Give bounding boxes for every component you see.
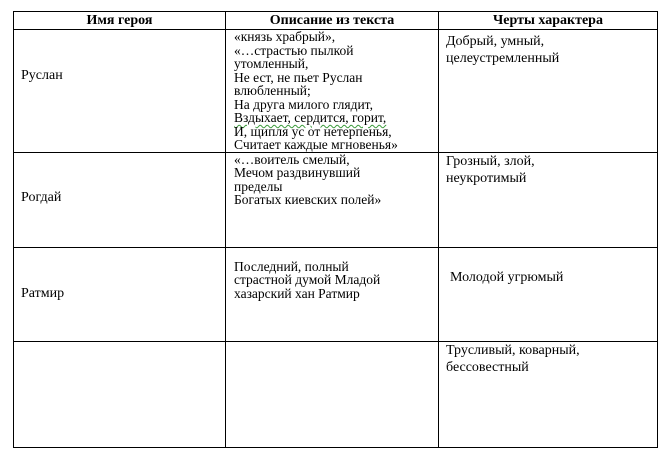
description-line: Мечом раздвинувший <box>234 165 361 180</box>
name-cell <box>14 341 226 447</box>
description-line: «князь храбрый», <box>234 29 336 44</box>
description-cell <box>226 30 439 153</box>
table-row <box>14 152 658 247</box>
description-text <box>226 30 438 152</box>
header-row <box>14 12 658 30</box>
description-line: «…страстью пылкой <box>234 42 354 58</box>
header-name: Имя героя <box>14 12 226 30</box>
description-cell <box>226 341 439 447</box>
description-line: И, щипля ус от нетерпенья, <box>234 123 392 139</box>
traits-line: Грозный, злой, <box>446 153 535 169</box>
name-cell <box>14 30 226 153</box>
traits-line: Добрый, умный, <box>446 34 545 49</box>
name-cell <box>14 152 226 247</box>
traits-line: бессовестный <box>446 359 529 375</box>
hero-name: Рогдай <box>21 189 62 205</box>
traits-line: Молодой угрюмый <box>450 269 564 285</box>
description-line: Последний, полный <box>234 258 349 274</box>
table-row <box>14 341 658 447</box>
description-line: Богатых киевских полей» <box>234 192 382 207</box>
traits-line: Трусливый, коварный, <box>446 342 580 358</box>
description-line: Не ест, не пьет Руслан <box>234 69 363 85</box>
description-line: Вздыхает, сердится, горит, <box>234 110 387 125</box>
description-line: На друга милого глядит, <box>234 96 373 112</box>
traits-line: целеустремленный <box>446 51 560 66</box>
traits-cell <box>439 341 658 447</box>
traits-line: неукротимый <box>446 170 527 186</box>
description-text <box>226 248 438 301</box>
description-cell <box>226 247 439 341</box>
table-row <box>14 30 658 153</box>
description-line: страстной думой Младой <box>234 272 381 287</box>
description-cell <box>226 152 439 247</box>
header-description: Описание из текста <box>226 12 439 30</box>
table-row <box>14 247 658 341</box>
traits-text <box>439 153 657 187</box>
description-line: утомленный, <box>234 56 309 71</box>
description-line: хазарский хан Ратмир <box>234 285 360 301</box>
description-line: Считает каждые мгновенья» <box>234 137 398 152</box>
header-traits: Черты характера <box>439 12 658 30</box>
heroes-table <box>13 11 658 448</box>
name-cell <box>14 247 226 341</box>
hero-name: Руслан <box>21 68 63 83</box>
description-line: пределы <box>234 178 283 194</box>
description-line: «…воитель смелый, <box>234 152 350 167</box>
traits-text <box>439 30 657 67</box>
description-line: влюбленный; <box>234 83 311 98</box>
traits-text <box>439 248 657 286</box>
traits-cell <box>439 247 658 341</box>
description-text <box>226 153 438 207</box>
hero-name: Ратмир <box>21 285 65 301</box>
traits-cell <box>439 152 658 247</box>
traits-text <box>439 342 657 376</box>
traits-cell <box>439 30 658 153</box>
